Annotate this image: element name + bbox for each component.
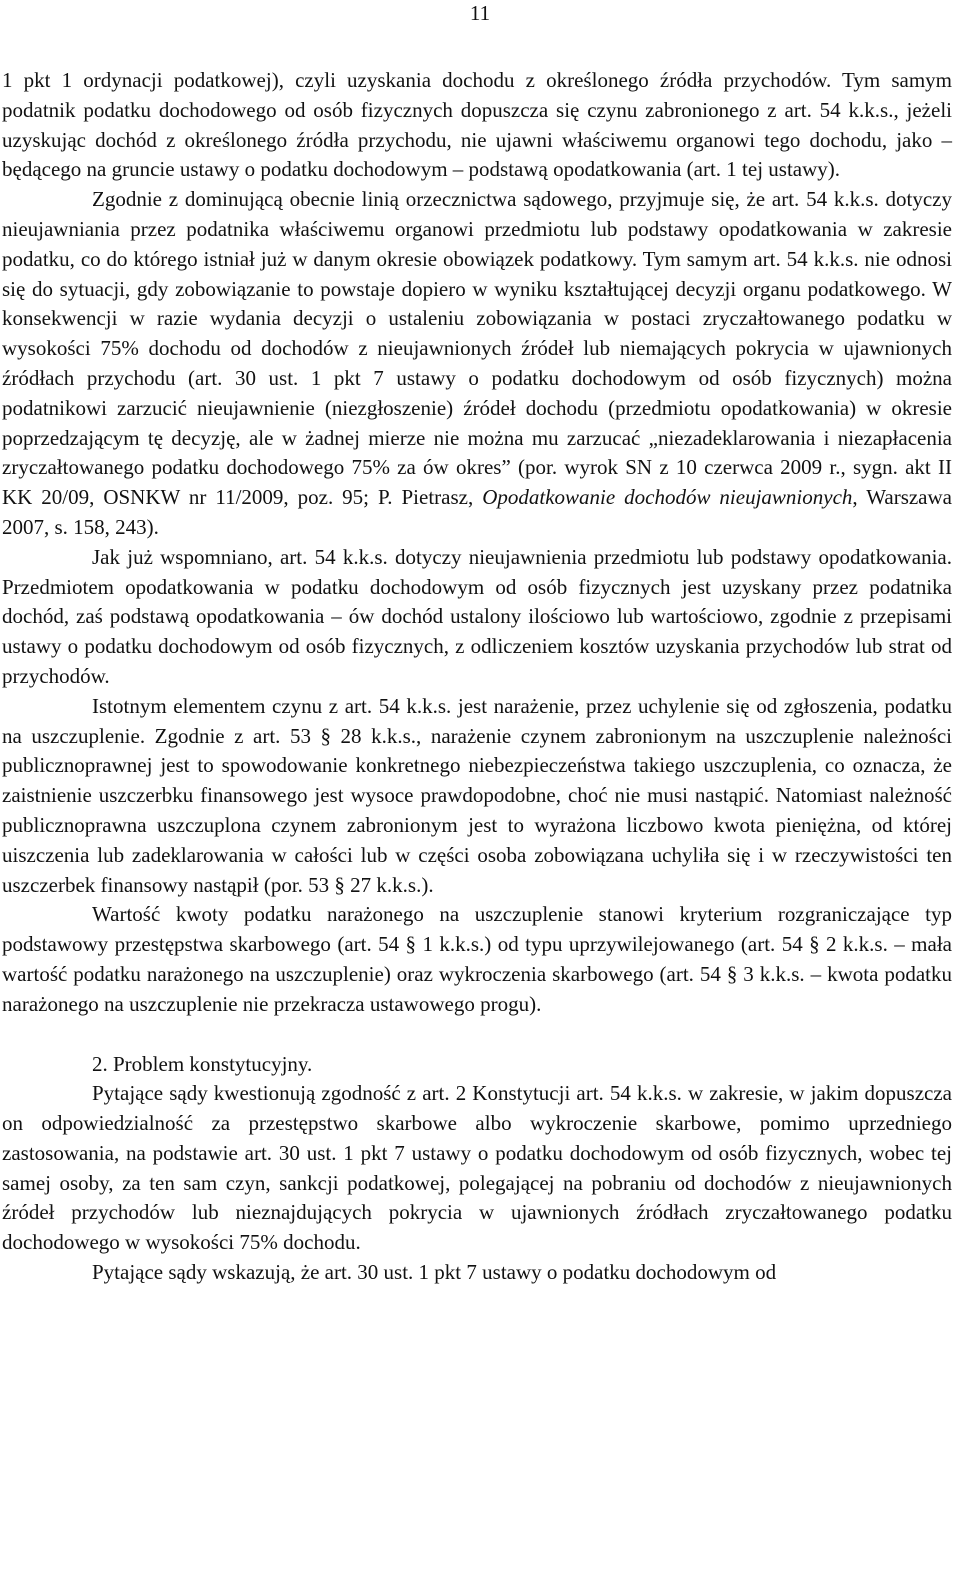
paragraph-text: Zgodnie z dominującą obecnie linią orzecznictwa sądowego, przyjmuje się, że art. 54 k.k.s. dotyczy nieujawniania przez podatnika właściwemu organowi przedmiotu lub podstawy opodatkowania w zakresie podatku, co do którego istniał już w danym okresie obowiązek podatkowy. Tym samym art. 54 k.k.s. nie odnosi się do sytuacji, gdy zobowiązanie to powstaje dopiero w wyniku kształtującej decyzji organu podatkowego. W konsekwencji w razie wydania decyzji o ustaleniu zobowiązania w postaci zryczałtowanego podatku w wysokości 75% dochodu od dochodów z nieujawnionych źródeł lub niemających pokrycia w ujawnionych źródłach przychodu (art. 30 ust. 1 pkt 7 ustawy o podatku dochodowym od osób fizycznych) można podatnikowi zarzucić nieujawnienie (niezgłoszenie) źródeł dochodu (przedmiotu opodatkowania) w okresie poprzedzającym tę decyzję, ale w żadnej mierze nie można mu zarzucać „niezadeklarowania i niezapłacenia zryczałtowanego podatku dochodowego 75% za ów okres” (por. wyrok SN z 10 czerwca 2009 r., sygn. akt II KK 20/09, OSNKW nr 11/2009, poz. 95; P. Pietrasz, — [2, 187, 952, 510]
paragraph: Pytające sądy kwestionują zgodność z art. 2 Konstytucji art. 54 k.k.s. w zakresie, w jakim dopuszcza on odpowiedzialność za przestępstwo skarbowe albo wykroczenie skarbowe, pomimo uprzedniego zastosowania, na podstawie art. 30 ust. 1 pkt 7 ustawy o podatku dochodowym od osób fizycznych, wobec tej samej osoby, za ten sam czyn, sankcji podatkowej, polegającej na pobraniu od dochodów z nieujawnionych źródeł przychodów lub nieznajdujących pokrycia w ujawnionych źródłach zryczałtowanego podatku dochodowego w wysokości 75% dochodu. — [2, 1081, 952, 1255]
paragraph: 1 pkt 1 ordynacji podatkowej), czyli uzyskania dochodu z określonego źródła przychodów. Tym samym podatnik podatku dochodowego od osób fizycznych dopuszcza się czynu zabronionego z art. 54 k.k.s., jeżeli uzyskując dochód z określonego źródła przychodu, nie ujawni właściwemu organowi tego dochodu, jako – będącego na gruncie ustawy o podatku dochodowym – podstawą opodatkowania (art. 1 tej ustawy). — [2, 68, 952, 182]
section-heading: 2. Problem konstytucyjny. — [92, 1051, 313, 1076]
cited-title: Opodatkowanie dochodów nieujawnionych — [482, 485, 853, 510]
paragraph: Istotnym elementem czynu z art. 54 k.k.s. jest narażenie, przez uchylenie się od zgłoszenia, podatku na uszczuplenie. Zgodnie z art. 53 § 28 k.k.s., narażenie czynem zabronionym na uszczuplenie należności publicznoprawnej jest to spowodowanie konkretnego niebezpieczeństwa takiego uszczuplenia, co oznacza, że zaistnienie uszczerbku finansowego jest wysoce prawdopodobne, choć nie musi nastąpić. Natomiast należność publicznoprawna uszczuplona czynem zabronionym jest to wyrażona liczbowo kwota pieniężna, od której uiszczenia lub zadeklarowania w całości lub w części osoba zobowiązana uchyliła się i w rzeczywistości ten uszczerbek finansowy nastąpił (por. 53 § 27 k.k.s.). — [2, 693, 952, 897]
paragraph: Jak już wspomniano, art. 54 k.k.s. dotyczy nieujawnienia przedmiotu lub podstawy opodatkowania. Przedmiotem opodatkowania w podatku dochodowym od osób fizycznych jest uzyskany przez podatnika dochód, zaś podstawą opodatkowania – ów dochód ustalony ilościowo lub wartościowo, zgodnie z przepisami ustawy o podatku dochodowym od osób fizycznych, z odliczeniem kosztów uzyskania przychodów lub strat od przychodów. — [2, 544, 952, 688]
paragraph: Pytające sądy wskazują, że art. 30 ust. 1 pkt 7 ustawy o podatku dochodowym od — [92, 1260, 777, 1285]
paragraph: Wartość kwoty podatku narażonego na uszczuplenie stanowi kryterium rozgraniczające typ podstawowy przestępstwa skarbowego (art. 54 § 1 k.k.s.) od typu uprzywilejowanego (art. 54 § 2 k.k.s. – mała wartość podatku narażonego na uszczuplenie) oraz wykroczenia skarbowego (art. 54 § 3 k.k.s. – kwota podatku narażonego na uszczuplenie nie przekracza ustawowego progu). — [2, 902, 952, 1016]
page-number: 11 — [469, 1, 491, 25]
document-body — [2, 66, 952, 1288]
paragraph-text: , Warszawa 2007, s. 158, 243). — [2, 485, 952, 539]
paragraph — [2, 185, 952, 543]
